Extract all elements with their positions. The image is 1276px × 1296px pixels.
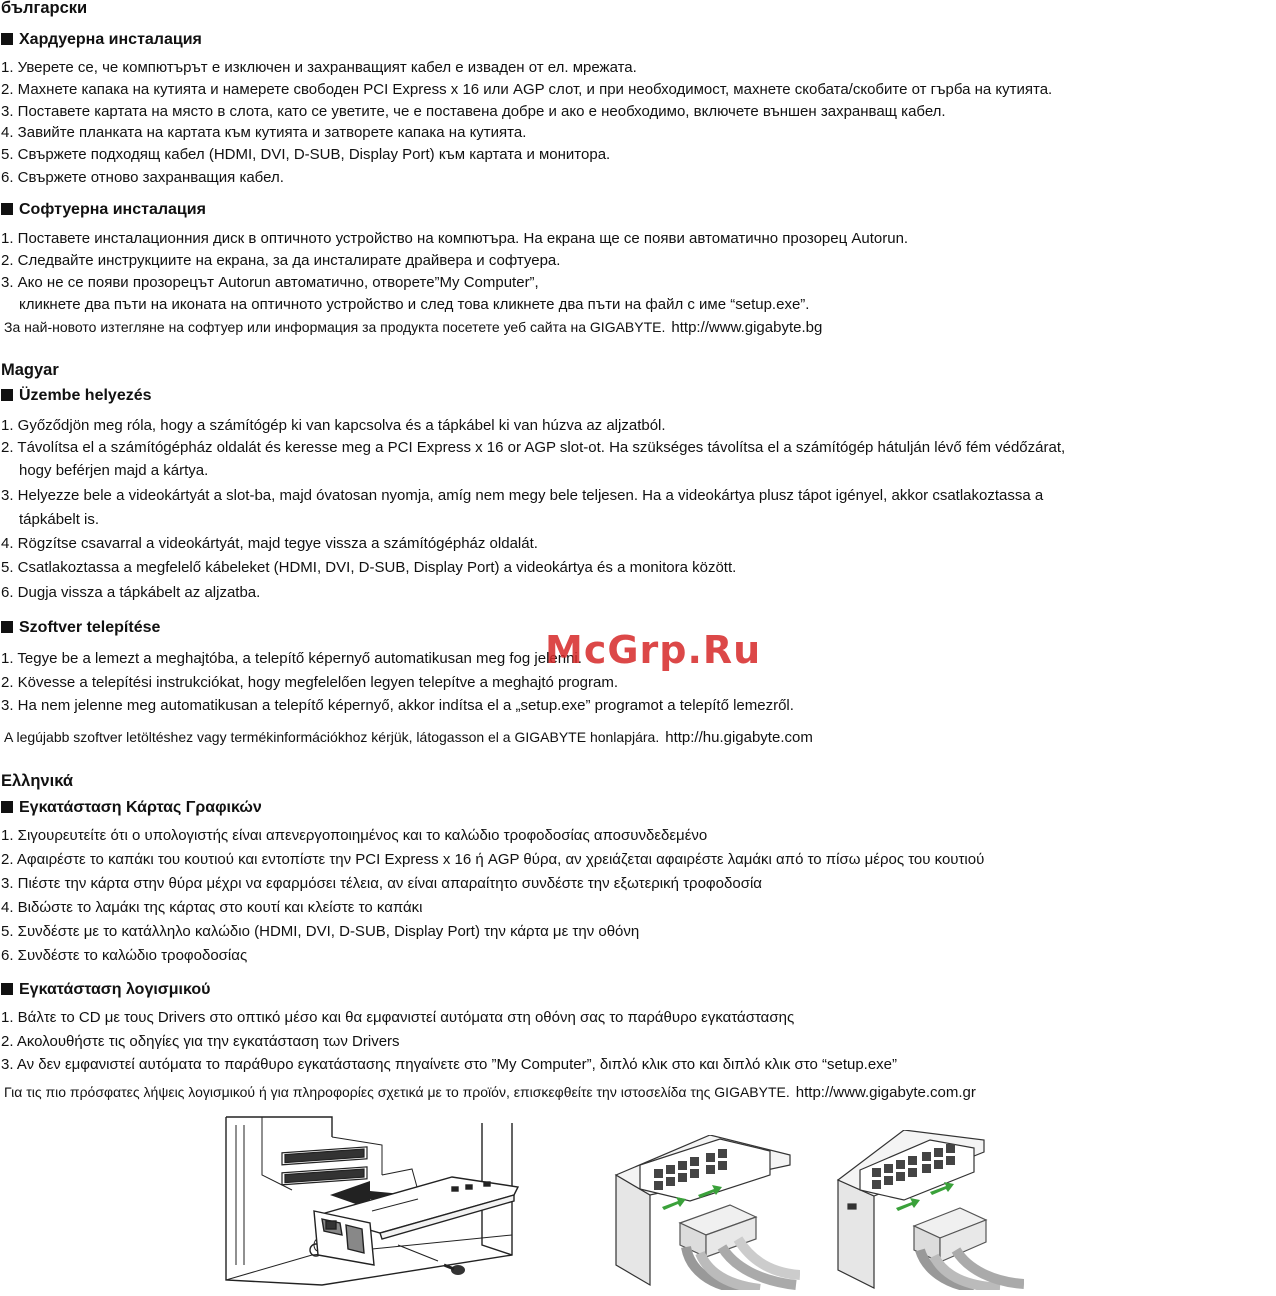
bg-hardware-heading bbox=[1, 30, 202, 50]
gr-software-heading bbox=[1, 980, 210, 1000]
hu-hw-line-6: 6. Dugja vissza a tápkábelt az aljzatba. bbox=[1, 584, 261, 601]
hu-software-heading-text: Szoftver telepítése bbox=[19, 619, 161, 636]
card-installation-illustration bbox=[222, 1115, 522, 1290]
power-connector-illustration-2 bbox=[834, 1130, 1024, 1290]
gr-note-text: Για τις πιο πρόσφατες λήψεις λογισμικού ή για πληροφορίες σχετικά με το προϊόν, επισκεφθείτε την ιστοσελίδα της GIGABYTE. bbox=[4, 1084, 790, 1100]
bg-hardware-heading-text: Хардуерна инсталация bbox=[19, 31, 202, 48]
hu-sw-step-3: 3. Ha nem jelenne meg automatikusan a telepítő képernyő, akkor indítsa el a „setup.exe” programot a telepítő lemezről. bbox=[1, 697, 794, 714]
hu-sw-step-1: 1. Tegye be a lemezt a meghajtóba, a telepítő képernyő automatikusan meg fog jelenni. bbox=[1, 650, 582, 667]
gr-hardware-heading bbox=[1, 798, 262, 818]
hu-language-title: Magyar bbox=[1, 361, 59, 379]
gr-hw-step-4: 4. Βιδώστε το λαμάκι της κάρτας στο κουτί και κλείστε το καπάκι bbox=[1, 899, 423, 916]
bg-software-heading bbox=[1, 200, 206, 220]
bg-website-note bbox=[4, 317, 822, 338]
hu-hw-line-3-continued: tápkábelt is. bbox=[19, 511, 100, 528]
hu-hw-line-2: 2. Távolítsa el a számítógépház oldalát és keresse meg a PCI Express x 16 or AGP slot-ot. Ha szükséges távolítsa el a számítógép hátulján lévő fém védőzárat, bbox=[1, 439, 1066, 456]
square-bullet-icon bbox=[1, 621, 13, 633]
gr-sw-step-3: 3. Αν δεν εμφανιστεί αυτόματα το παράθυρο εγκατάστασης πηγαίνετε στο ”My Computer”, διπλό κλικ στο και διπλό κλικ στο “setup.exe” bbox=[1, 1056, 898, 1073]
hu-website-link[interactable]: http://hu.gigabyte.com bbox=[665, 729, 813, 746]
screw-icon bbox=[398, 1245, 465, 1275]
gr-language-title: Ελληνικά bbox=[1, 772, 73, 790]
gr-website-note bbox=[4, 1082, 976, 1103]
bg-hw-step-4: 4. Завийте планката на картата към кутията и затворете капака на кутията. bbox=[1, 124, 527, 141]
hu-hw-line-4: 4. Rögzítse csavarral a videokártyát, majd tegye vissza a számítógépház oldalát. bbox=[1, 535, 538, 552]
square-bullet-icon bbox=[1, 801, 13, 813]
bg-language-title: български bbox=[1, 0, 88, 17]
hu-hardware-heading bbox=[1, 386, 152, 406]
power-connector-illustration-1 bbox=[610, 1135, 800, 1290]
bg-sw-step-3-continued: кликнете два пъти на иконата на оптичното устройство и след това кликнете два пъти на файл с име “setup.exe”. bbox=[19, 296, 810, 313]
hu-hw-line-3: 3. Helyezze bele a videokártyát a slot-ba, majd óvatosan nyomja, amíg nem megy bele teljesen. Ha a videokártya plusz tápot igényel, akkor csatlakoztassa a bbox=[1, 487, 1044, 504]
bg-hw-step-1: 1. Уверете се, че компютърът е изключен и захранващият кабел е изваден от ел. мрежата. bbox=[1, 59, 637, 76]
gr-website-link[interactable]: http://www.gigabyte.com.gr bbox=[795, 1084, 976, 1101]
bg-website-link[interactable]: http://www.gigabyte.bg bbox=[671, 319, 823, 336]
bg-sw-step-1: 1. Поставете инсталационния диск в оптичното устройство на компютъра. На екрана ще се появи автоматично прозорец Autorun. bbox=[1, 230, 909, 247]
bg-note-text: За най-новото изтегляне на софтуер или информация за продукта посетете уеб сайта на GIGABYTE. bbox=[4, 319, 666, 335]
hu-software-heading bbox=[1, 618, 160, 638]
hu-sw-step-2: 2. Kövesse a telepítési instrukciókat, hogy megfelelően legyen telepítve a meghajtó program. bbox=[1, 674, 619, 691]
gr-hw-step-3: 3. Πιέστε την κάρτα στην θύρα μέχρι να εφαρμόσει τέλεια, αν είναι απαραίτητο συνδέστε την εξωτερική τροφοδοσία bbox=[1, 875, 762, 892]
hu-hw-line-2-continued: hogy beférjen majd a kártya. bbox=[19, 462, 209, 479]
gr-hw-step-6: 6. Συνδέστε το καλώδιο τροφοδοσίας bbox=[1, 947, 248, 964]
gr-sw-step-1: 1. Βάλτε το CD με τους Drivers στο οπτικό μέσο και θα εμφανιστεί αυτόματα στη οθόνη σας το παράθυρο εγκατάστασης bbox=[1, 1009, 795, 1026]
gr-hw-step-1: 1. Σιγουρευτείτε ότι ο υπολογιστής είναι απενεργοποιημένος και το καλώδιο τροφοδοσίας αποσυνδεδεμένο bbox=[1, 827, 708, 844]
bg-hw-step-2: 2. Махнете капака на кутията и намерете свободен PCI Express x 16 или AGP слот, и при необходимост, махнете скобата/скобите от гърба на кутията. bbox=[1, 81, 1053, 98]
hu-note-text: A legújabb szoftver letöltéshez vagy termékinformációkhoz kérjük, látogasson el a GIGABYTE honlapjára. bbox=[4, 729, 660, 745]
bg-software-heading-text: Софтуерна инсталация bbox=[19, 201, 206, 218]
gr-software-heading-text: Εγκατάσταση λογισμικού bbox=[19, 981, 211, 998]
square-bullet-icon bbox=[1, 203, 13, 215]
bg-hw-step-3: 3. Поставете картата на място в слота, като се уветите, че е поставена добре и ако е необходимо, включете външен захранващ кабел. bbox=[1, 103, 946, 120]
bg-sw-step-3: 3. Ако не се появи прозорецът Autorun автоматично, отворете”My Computer”, bbox=[1, 274, 539, 291]
bg-sw-step-2: 2. Следвайте инструкциите на екрана, за да инсталирате драйвера и софтуера. bbox=[1, 252, 561, 269]
gr-hardware-heading-text: Εγκατάσταση Κάρτας Γραφικών bbox=[19, 799, 262, 816]
hu-hw-line-5: 5. Csatlakoztassa a megfelelő kábeleket (HDMI, DVI, D-SUB, Display Port) a videokártya és a monitora között. bbox=[1, 559, 737, 576]
square-bullet-icon bbox=[1, 983, 13, 995]
gr-sw-step-2: 2. Ακολουθήστε τις οδηγίες για την εγκατάσταση των Drivers bbox=[1, 1033, 400, 1050]
hu-hardware-heading-text: Üzembe helyezés bbox=[19, 387, 152, 404]
square-bullet-icon bbox=[1, 33, 13, 45]
square-bullet-icon bbox=[1, 389, 13, 401]
hu-website-note bbox=[4, 727, 813, 748]
bg-hw-step-6: 6. Свържете отново захранващия кабел. bbox=[1, 169, 284, 186]
gr-hw-step-5: 5. Συνδέστε με το κατάλληλο καλώδιο (HDMI, DVI, D-SUB, Display Port) την κάρτα με την οθόνη bbox=[1, 923, 640, 940]
watermark: McGrp.Ru bbox=[545, 628, 762, 672]
bg-hw-step-5: 5. Свържете подходящ кабел (HDMI, DVI, D-SUB, Display Port) към картата и монитора. bbox=[1, 146, 611, 163]
hu-hw-line-1: 1. Győződjön meg róla, hogy a számítógép ki van kapcsolva és a tápkábel ki van húzva az aljzatból. bbox=[1, 417, 666, 434]
gr-hw-step-2: 2. Αφαιρέστε το καπάκι του κουτιού και εντοπίστε την PCI Express x 16 ή AGP θύρα, αν χρειάζεται αφαιρέστε λαμάκι από το πίσω μέρος του κουτιού bbox=[1, 851, 985, 868]
